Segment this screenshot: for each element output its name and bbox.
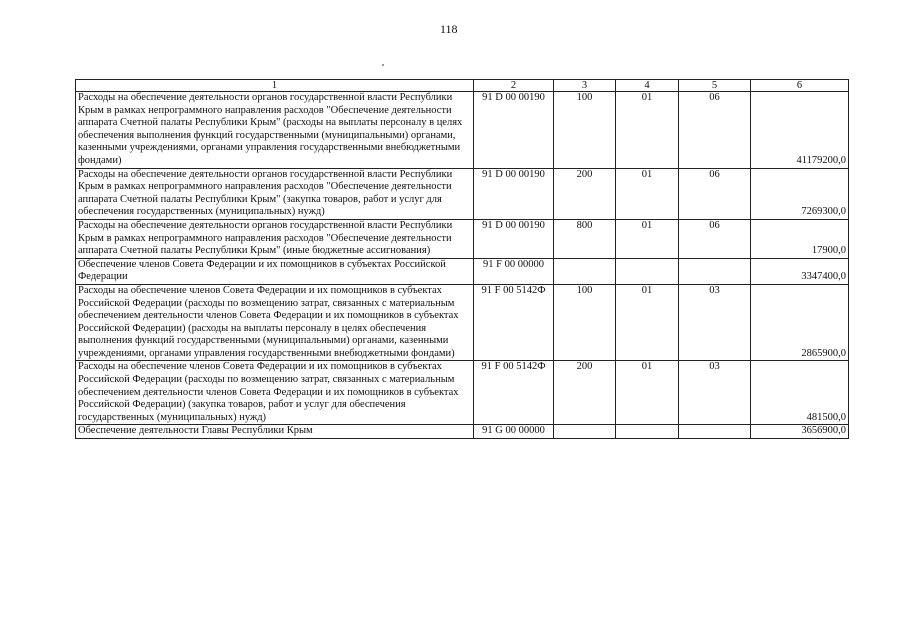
expense-description: Расходы на обеспечение членов Совета Федерации и их помощников в субъектах Российской Федерации (расходы по возмещению затрат, связанных с материальным обеспечением деятельности членов Совета Федерации и их помощников в субъектах Российской Федерации) (закупка товаров, работ и услуг для обеспечения государственных (муниципальных) нужд) — [76, 361, 474, 425]
code-part-c4: 01 — [616, 284, 679, 361]
code-part-c5 — [679, 258, 751, 284]
header-row — [76, 80, 849, 92]
code-part-c3 — [554, 258, 616, 284]
code-part-c3: 200 — [554, 168, 616, 219]
expense-description: Обеспечение членов Совета Федерации и их помощников в субъектах Российской Федерации — [76, 258, 474, 284]
amount-cell: 41179200,0 — [751, 92, 849, 169]
header-cell: 3 — [554, 80, 616, 92]
scan-dot — [382, 64, 384, 66]
code-part-c5: 03 — [679, 361, 751, 425]
target-article-code: 91 G 00 00000 — [474, 425, 554, 439]
target-article-code: 91 F 00 00000 — [474, 258, 554, 284]
target-article-code: 91 D 00 00190 — [474, 168, 554, 219]
table-row — [76, 425, 849, 439]
amount-cell: 3656900,0 — [751, 425, 849, 439]
code-part-c3: 800 — [554, 219, 616, 258]
header-cell: 2 — [474, 80, 554, 92]
expense-description: Расходы на обеспечение деятельности органов государственной власти Республики Крым в рамках непрограммного направления расходов "Обеспечение деятельности аппарата Счетной палаты Республики Крым" (расходы на выплаты персоналу в целях обеспечения выполнения функций государственными (муниципальными) органами, казенными учреждениями, органами управления государственными внебюджетными фондами) — [76, 92, 474, 169]
header-cell: 1 — [76, 80, 474, 92]
amount-cell: 2865900,0 — [751, 284, 849, 361]
expense-description: Расходы на обеспечение деятельности органов государственной власти Республики Крым в рамках непрограммного направления расходов "Обеспечение деятельности аппарата Счетной палаты Республики Крым" (закупка товаров, работ и услуг для обеспечения государственных (муниципальных) нужд) — [76, 168, 474, 219]
header-cell: 5 — [679, 80, 751, 92]
code-part-c3 — [554, 425, 616, 439]
table-row — [76, 284, 849, 361]
table-row — [76, 258, 849, 284]
expense-description: Обеспечение деятельности Главы Республики Крым — [76, 425, 474, 439]
table-row — [76, 219, 849, 258]
code-part-c4 — [616, 258, 679, 284]
code-part-c3: 100 — [554, 92, 616, 169]
header-cell: 6 — [751, 80, 849, 92]
target-article-code: 91 D 00 00190 — [474, 219, 554, 258]
code-part-c5: 03 — [679, 284, 751, 361]
code-part-c5: 06 — [679, 92, 751, 169]
code-part-c5: 06 — [679, 168, 751, 219]
code-part-c4: 01 — [616, 92, 679, 169]
target-article-code: 91 F 00 5142Ф — [474, 284, 554, 361]
amount-cell: 3347400,0 — [751, 258, 849, 284]
target-article-code: 91 D 00 00190 — [474, 92, 554, 169]
budget-table — [75, 79, 849, 439]
expense-description: Расходы на обеспечение членов Совета Федерации и их помощников в субъектах Российской Федерации (расходы по возмещению затрат, связанных с материальным обеспечением деятельности членов Совета Федерации и их помощников в субъектах Российской Федерации) (расходы на выплаты персоналу в целях обеспечения выполнения функций государственными (муниципальными) органами, казенными учреждениями, органами управления государственными внебюджетными фондами) — [76, 284, 474, 361]
expense-description: Расходы на обеспечение деятельности органов государственной власти Республики Крым в рамках непрограммного направления расходов "Обеспечение деятельности аппарата Счетной палаты Республики Крым" (иные бюджетные ассигнования) — [76, 219, 474, 258]
code-part-c3: 100 — [554, 284, 616, 361]
target-article-code: 91 F 00 5142Ф — [474, 361, 554, 425]
code-part-c5 — [679, 425, 751, 439]
code-part-c3: 200 — [554, 361, 616, 425]
table-row — [76, 92, 849, 169]
page-number: 118 — [440, 22, 458, 36]
code-part-c4: 01 — [616, 219, 679, 258]
table-row — [76, 361, 849, 425]
code-part-c5: 06 — [679, 219, 751, 258]
code-part-c4 — [616, 425, 679, 439]
code-part-c4: 01 — [616, 361, 679, 425]
header-cell: 4 — [616, 80, 679, 92]
amount-cell: 481500,0 — [751, 361, 849, 425]
amount-cell: 17900,0 — [751, 219, 849, 258]
table-row — [76, 168, 849, 219]
code-part-c4: 01 — [616, 168, 679, 219]
amount-cell: 7269300,0 — [751, 168, 849, 219]
